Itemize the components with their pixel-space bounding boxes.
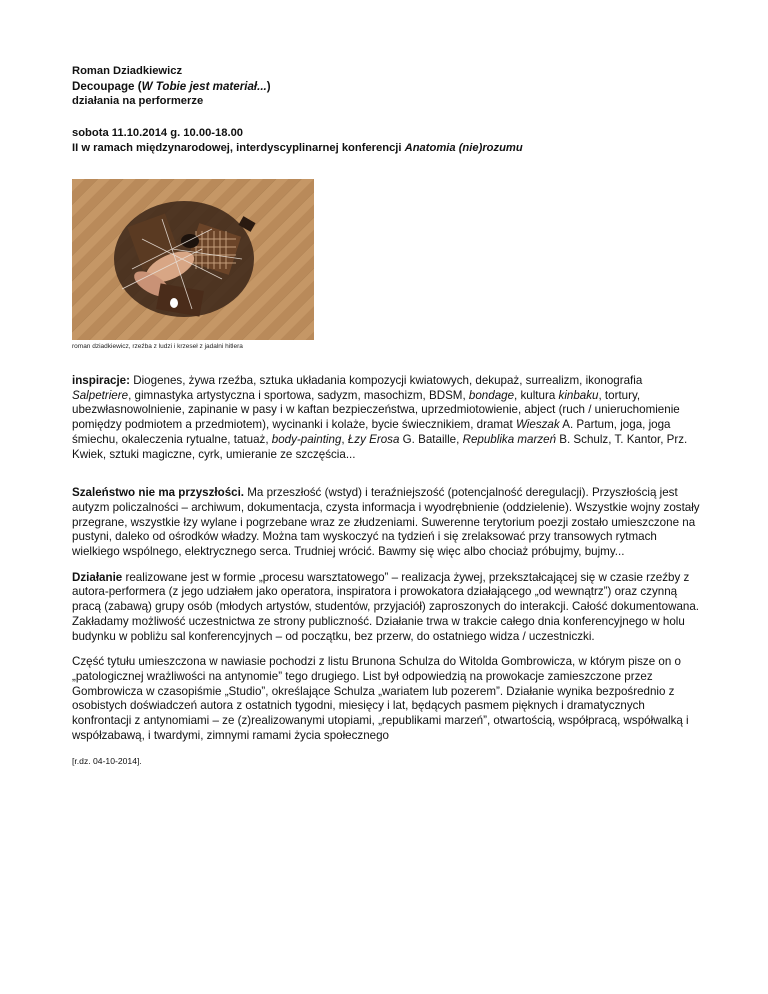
inspirations-paragraph bbox=[72, 374, 702, 462]
inspirations-italic: kinbaku bbox=[558, 388, 599, 402]
title-italic: W Tobie jest materiał... bbox=[141, 80, 267, 93]
inspirations-text: G. Bataille, bbox=[399, 432, 463, 446]
inspirations-text: , bbox=[341, 432, 348, 446]
action-lead: Działanie bbox=[72, 570, 123, 584]
madness-lead: Szaleństwo nie ma przyszłości. bbox=[72, 486, 245, 500]
title-close: ) bbox=[266, 80, 271, 93]
inspirations-lead: inspiracje: bbox=[72, 374, 130, 387]
inspirations-text: , tortury, ubezwłasnowolnienie, zapinanie w pasy i w kaftan bezpieczeństwa, uprzedmiotowienie, abject (ruch / unieruchomienie pomiędzy podmiotem a przedmiotem), wycinanki i kolaże, bycie świecznikiem, dramat bbox=[72, 388, 680, 432]
inspirations-italic: Salpetriere bbox=[72, 388, 129, 402]
title-origin-paragraph: Część tytułu umieszczona w nawiasie pochodzi z listu Brunona Schulza do Witolda Gombrowicza, w którym pisze on o „patologicznej wrażliwości na antynomie” tego drugiego. List był odpowiedzią na prowokacje zamieszczone przez Gombrowicza w czasopiśmie „Studio”, określające Schulza „wariatem lub pozerem”. Działanie wynika bezpośrednio z osobistych doświadczeń autora z ostatnich tygodni, miesięcy i lat, będących pasmem pięknych i dramatycznych konfrontacji z antynomiami – ze (z)realizowanymi utopiami, „republikami marzeń”, otwartością, współpracą, współwalką i współzabawą, i twardymi, zimnymi ramami życia społecznego bbox=[72, 655, 689, 742]
madness-text: Ma przeszłość (wstyd) i teraźniejszość (potencjalność deregulacji). Przyszłością jest autyzm policzalności – archiwum, dokumentacja, czysta informacja i wyodrębnienie (oddzielenie). Wszystkie wojny zostały przegrane, wszystkie łzy wylane i pogrzebane wraz ze złudzeniami. Suwerenne terytorium poezji zostało umieszczone na pustyni, daleko od ośrodków władzy. Można tam wyskoczyć na tydzień i się zrelaksować przy transowych rytmach wielkiego wspólnego, elektrycznego serca. Trudniej wrócić. Bawmy się więc albo chociaż próbujmy, bujmy... bbox=[72, 486, 700, 559]
action-paragraph bbox=[72, 571, 702, 645]
madness-paragraph bbox=[72, 486, 702, 560]
conference-name: Anatomia (nie)rozumu bbox=[404, 142, 523, 154]
sculpture-photo-image bbox=[72, 179, 314, 340]
inspirations-italic: Republika marzeń bbox=[462, 432, 557, 446]
inspirations-text: , gimnastyka artystyczna i sportowa, sadyzm, masochizm, BDSM, bbox=[128, 388, 469, 402]
author-name: Roman Dziadkiewicz bbox=[72, 65, 183, 77]
inspirations-italic: bondage bbox=[468, 388, 515, 402]
document-body bbox=[72, 374, 702, 780]
title-main: Decoupage ( bbox=[72, 80, 142, 93]
conference-prefix: II w ramach międzynarodowej, interdyscyplinarnej konferencji bbox=[72, 142, 405, 154]
sculpture-photo bbox=[72, 179, 314, 340]
action-text: realizowane jest w formie „procesu warsztatowego” – realizacja żywej, przekształcającej się w czasie rzeźby z autora-performera (z jego udziałem jako operatora, inspiratora i prowokatora działającego „od wewnątrz”) oraz czynną pracą (zabawą) grupy osób (młodych artystów, studentów, przyjaciół) zaproszonych do interakcji. Całość dokumentowana. Zakładamy możliwość uczestnictwa ze strony publiczność. Działanie trwa w trakcie całego dnia konferencyjnego w holu budynku w pobliżu sal konferencyjnych – od początku, bez przerw, do ostatniego widza / uczestniczki. bbox=[72, 570, 700, 643]
document-header bbox=[72, 64, 702, 156]
inspirations-italic: body-painting bbox=[271, 432, 342, 446]
work-subtitle: działania na performerze bbox=[72, 95, 204, 107]
inspirations-text: B. Schulz, T. Kantor, Prz. Kwiek, sztuki magiczne, cyrk, umieranie ze szczęścia... bbox=[72, 432, 688, 461]
inspirations-text: Diogenes, żywa rzeźba, sztuka układania kompozycji kwiatowych, dekupaż, surrealizm, ikonografia bbox=[130, 374, 643, 387]
inspirations-italic: Łzy Erosa bbox=[347, 432, 400, 446]
inspirations-italic: Wieszak bbox=[515, 418, 560, 432]
conference-line bbox=[72, 141, 702, 156]
work-title bbox=[72, 79, 702, 94]
signature: [r.dz. 04-10-2014]. bbox=[72, 756, 142, 767]
photo-caption: roman dziadkiewicz, rzeźba z ludzi i krzeseł z jadalni hitlera bbox=[72, 343, 243, 350]
date-line: sobota 11.10.2014 g. 10.00-18.00 bbox=[72, 127, 244, 139]
inspirations-text: A. Partum, joga, joga śmiechu, okaleczenia rytualne, tatuaż, bbox=[72, 418, 671, 446]
inspirations-text: , kultura bbox=[514, 388, 559, 402]
